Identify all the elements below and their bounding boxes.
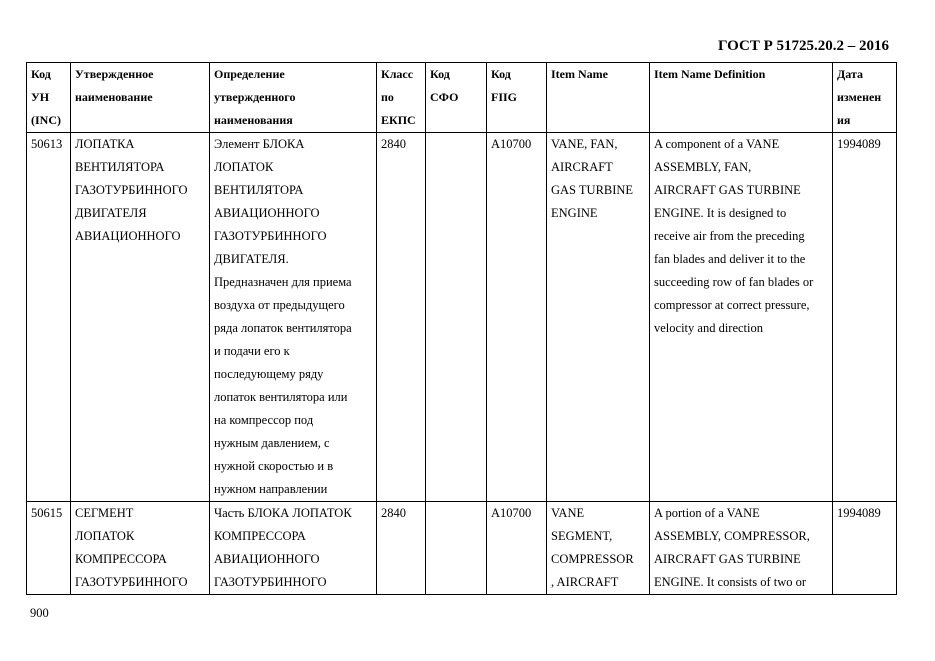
cell-item-name: VANE SEGMENT, COMPRESSOR , AIRCRAFT	[547, 502, 650, 595]
cell-fiig: A10700	[487, 502, 547, 595]
table-row	[27, 133, 897, 502]
cell-item-name: VANE, FAN, AIRCRAFT GAS TURBINE ENGINE	[547, 133, 650, 502]
table-header-row	[27, 63, 897, 133]
header-inc-code: Код УН (INC)	[27, 63, 71, 133]
cell-definition: Элемент БЛОКА ЛОПАТОК ВЕНТИЛЯТОРА АВИАЦИОННОГО ГАЗОТУРБИННОГО ДВИГАТЕЛЯ. Предназначен для приема воздуха от предыдущего ряда лопаток вентилятора и подачи его к последующему ряду лопаток вентилятора или на компрессор под нужным давлением, с нужной скоростью и в нужном направлении	[210, 133, 377, 502]
page-number: 900	[30, 606, 49, 620]
cell-sfo	[426, 133, 487, 502]
cell-inc: 50613	[27, 133, 71, 502]
header-class: Класс по ЕКПС	[377, 63, 426, 133]
header-change-date: Дата изменен ия	[833, 63, 897, 133]
header-item-name: Item Name	[547, 63, 650, 133]
cell-name: СЕГМЕНТ ЛОПАТОК КОМПРЕССОРА ГАЗОТУРБИННОГО	[71, 502, 210, 595]
cell-class: 2840	[377, 133, 426, 502]
cell-fiig: A10700	[487, 133, 547, 502]
cell-definition: Часть БЛОКА ЛОПАТОК КОМПРЕССОРА АВИАЦИОННОГО ГАЗОТУРБИННОГО	[210, 502, 377, 595]
header-sfo-code: Код СФО	[426, 63, 487, 133]
table-row	[27, 502, 897, 595]
standard-designation: ГОСТ Р 51725.20.2 – 2016	[717, 38, 889, 54]
cell-item-definition: A component of a VANE ASSEMBLY, FAN, AIRCRAFT GAS TURBINE ENGINE. It is designed to receive air from the preceding fan blades and deliver it to the succeeding row of fan blades or compressor at correct pressure, velocity and direction	[650, 133, 833, 502]
cell-class: 2840	[377, 502, 426, 595]
cell-name: ЛОПАТКА ВЕНТИЛЯТОРА ГАЗОТУРБИННОГО ДВИГАТЕЛЯ АВИАЦИОННОГО	[71, 133, 210, 502]
cell-item-definition: A portion of a VANE ASSEMBLY, COMPRESSOR, AIRCRAFT GAS TURBINE ENGINE. It consists of two or	[650, 502, 833, 595]
header-name-definition: Определение утвержденного наименования	[210, 63, 377, 133]
cell-sfo	[426, 502, 487, 595]
header-item-name-definition: Item Name Definition	[650, 63, 833, 133]
header-approved-name: Утвержденное наименование	[71, 63, 210, 133]
header-fiig-code: Код FIIG	[487, 63, 547, 133]
cell-inc: 50615	[27, 502, 71, 595]
item-name-table	[26, 62, 897, 595]
cell-date: 1994089	[833, 502, 897, 595]
cell-date: 1994089	[833, 133, 897, 502]
